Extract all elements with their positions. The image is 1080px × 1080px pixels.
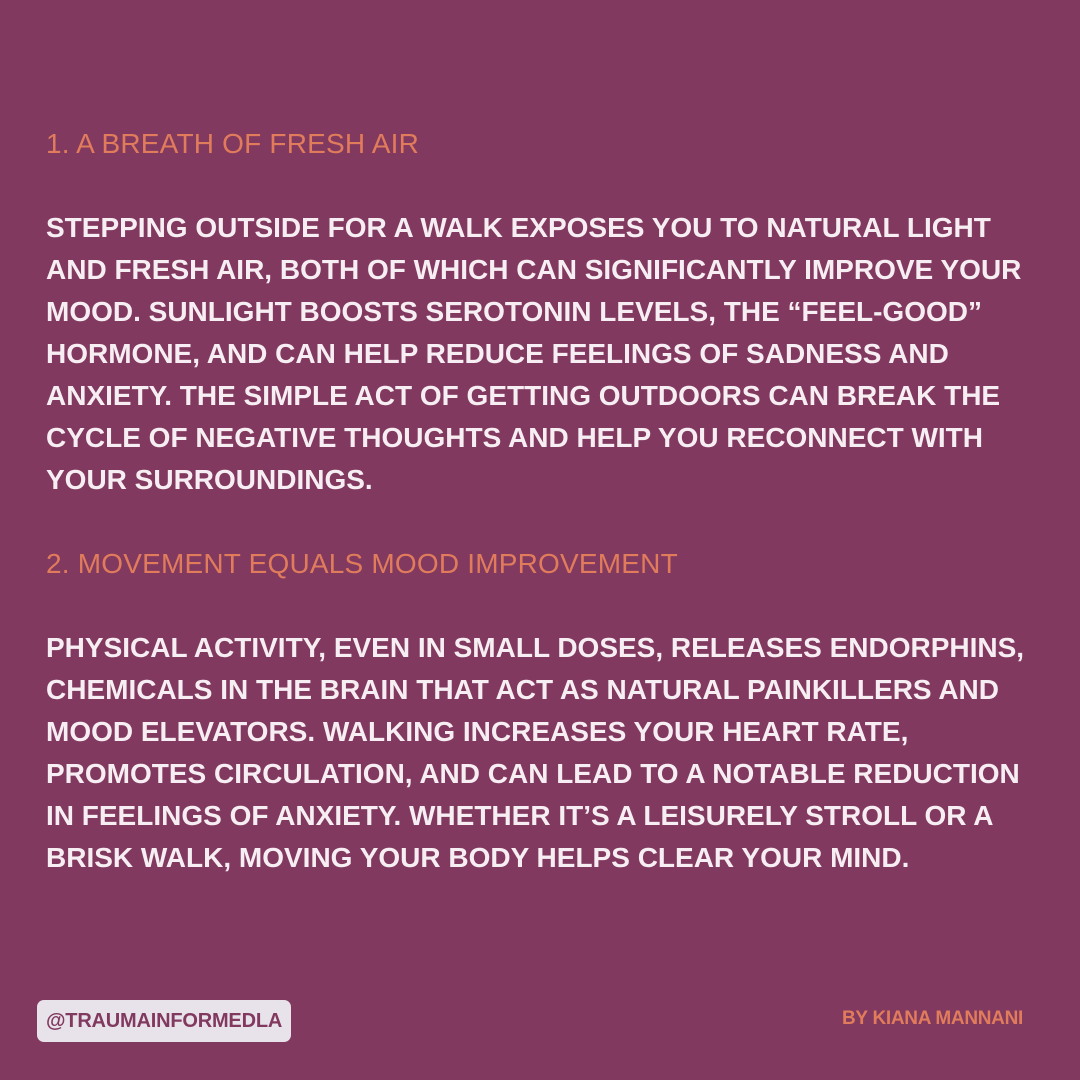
section-2-body: PHYSICAL ACTIVITY, EVEN IN SMALL DOSES, RELEASES ENDORPHINS, CHEMICALS IN THE BRAIN THAT ACT AS NATURAL PAINKILLERS AND MOOD ELEVATORS. WALKING INCREASES YOUR HEART RATE, PROMOTES CIRCULATION, AND CAN LEAD TO A NOTABLE REDUCTION IN FEELINGS OF ANXIETY. WHETHER IT’S A LEISURELY STROLL OR A BRISK WALK, MOVING YOUR BODY HELPS CLEAR YOUR MIND. <box>46 632 1025 873</box>
social-handle-badge[interactable] <box>37 1000 291 1042</box>
post-content <box>46 123 1041 921</box>
social-handle-text: @TRAUMAINFORMEDLA <box>46 1009 283 1032</box>
section-1-heading: 1. A BREATH OF FRESH AIR <box>46 128 420 159</box>
author-byline: BY KIANA MANNANI <box>842 1008 1023 1029</box>
section-2-heading: 2. MOVEMENT EQUALS MOOD IMPROVEMENT <box>46 548 678 579</box>
section-1-body: STEPPING OUTSIDE FOR A WALK EXPOSES YOU TO NATURAL LIGHT AND FRESH AIR, BOTH OF WHICH CAN SIGNIFICANTLY IMPROVE YOUR MOOD. SUNLIGHT BOOSTS SEROTONIN LEVELS, THE “FEEL-GOOD” HORMONE, AND CAN HELP REDUCE FEELINGS OF SADNESS AND ANXIETY. THE SIMPLE ACT OF GETTING OUTDOORS CAN BREAK THE CYCLE OF NEGATIVE THOUGHTS AND HELP YOU RECONNECT WITH YOUR SURROUNDINGS. <box>46 212 1022 495</box>
